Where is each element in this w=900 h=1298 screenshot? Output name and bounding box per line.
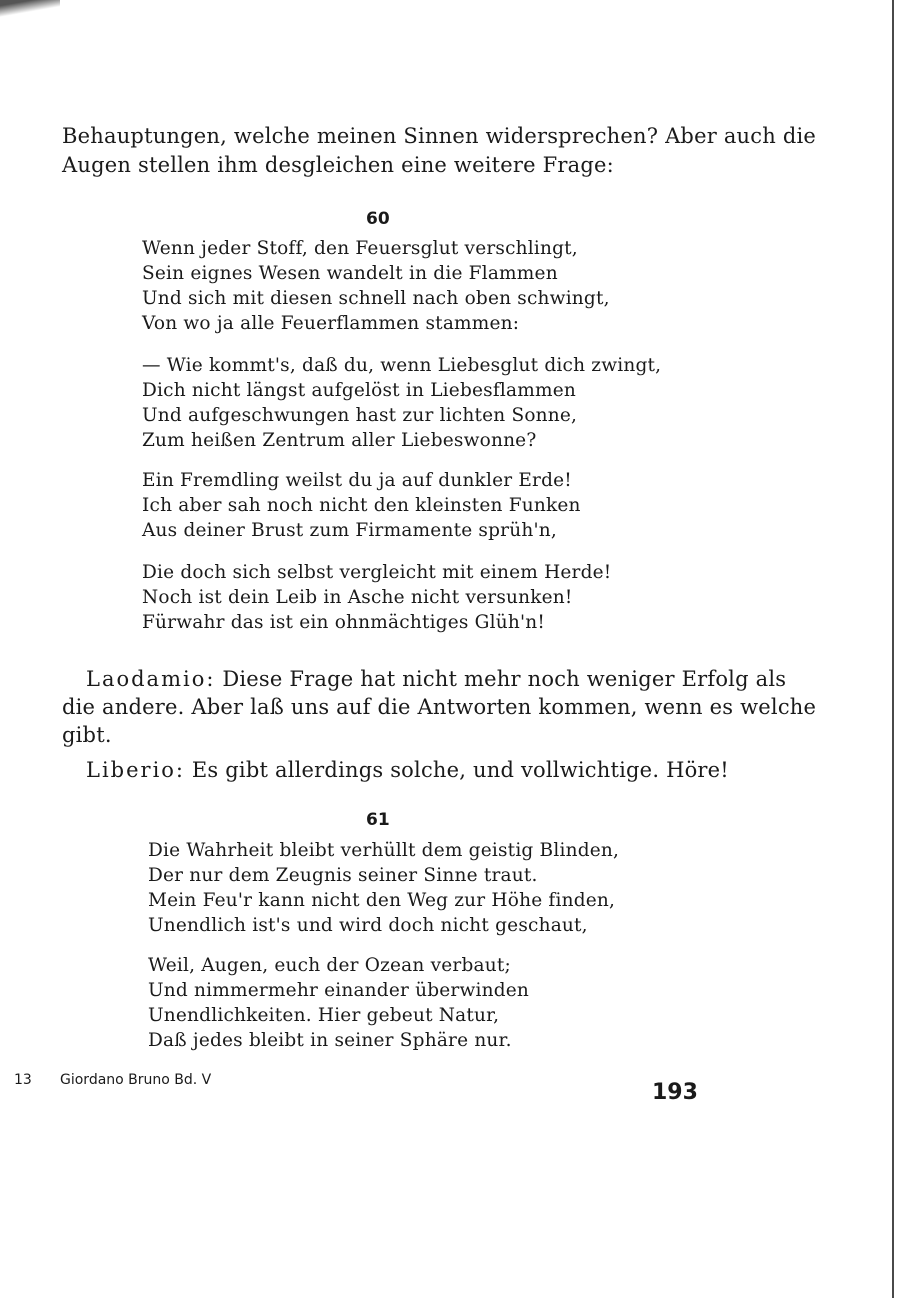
- verse-line: Noch ist dein Leib in Asche nicht versunken!: [142, 587, 573, 608]
- speech-text: Es gibt allerdings solche, und vollwichtige. Höre!: [191, 758, 729, 782]
- dialogue-line-1: [86, 667, 786, 691]
- verse-line: Und nimmermehr einander überwinden: [148, 980, 530, 1001]
- verse-line: Die doch sich selbst vergleicht mit einem Herde!: [142, 562, 612, 583]
- verse-line: Wenn jeder Stoff, den Feuersglut verschlingt,: [142, 238, 578, 259]
- verse-line: — Wie kommt's, daß du, wenn Liebesglut dich zwingt,: [142, 355, 662, 376]
- verse-line: Ich aber sah noch nicht den kleinsten Funken: [142, 495, 581, 516]
- verse-line: Weil, Augen, euch der Ozean verbaut;: [148, 955, 511, 976]
- signature-mark: 13: [14, 1072, 32, 1088]
- verse-line: Aus deiner Brust zum Firmamente sprüh'n,: [142, 520, 557, 541]
- stanza-number-61: 61: [366, 810, 390, 830]
- verse-line: Unendlichkeiten. Hier gebeut Natur,: [148, 1005, 500, 1026]
- verse-line: Dich nicht längst aufgelöst in Liebesflammen: [142, 380, 576, 401]
- page-edge-line: [892, 0, 894, 1298]
- speaker-name: Liberio:: [86, 758, 186, 782]
- running-footer: Giordano Bruno Bd. V: [60, 1072, 212, 1088]
- verse-line: Unendlich ist's und wird doch nicht geschaut,: [148, 915, 588, 936]
- verse-line: Fürwahr das ist ein ohnmächtiges Glüh'n!: [142, 612, 546, 633]
- scan-corner-mark: [0, 0, 60, 18]
- verse-line: Ein Fremdling weilst du ja auf dunkler Erde!: [142, 470, 572, 491]
- speech-text: Diese Frage hat nicht mehr noch weniger Erfolg als: [222, 667, 787, 691]
- verse-line: Der nur dem Zeugnis seiner Sinne traut.: [148, 865, 538, 886]
- intro-line-2: Augen stellen ihm desgleichen eine weitere Frage:: [62, 153, 614, 177]
- verse-line: Daß jedes bleibt in seiner Sphäre nur.: [148, 1030, 512, 1051]
- intro-line-1: Behauptungen, welche meinen Sinnen widersprechen? Aber auch die: [62, 124, 817, 148]
- stanza-number-60: 60: [366, 209, 390, 229]
- page-number: 193: [652, 1080, 698, 1105]
- dialogue-line-3: gibt.: [62, 723, 112, 747]
- verse-line: Zum heißen Zentrum aller Liebeswonne?: [142, 430, 537, 451]
- dialogue-line-2: die andere. Aber laß uns auf die Antworten kommen, wenn es welche: [62, 695, 817, 719]
- verse-line: Und aufgeschwungen hast zur lichten Sonne,: [142, 405, 578, 426]
- verse-line: Und sich mit diesen schnell nach oben schwingt,: [142, 288, 610, 309]
- verse-line: Mein Feu'r kann nicht den Weg zur Höhe finden,: [148, 890, 616, 911]
- verse-line: Die Wahrheit bleibt verhüllt dem geistig Blinden,: [148, 840, 620, 861]
- speaker-name: Laodamio:: [86, 667, 216, 691]
- verse-line: Von wo ja alle Feuerflammen stammen:: [142, 313, 520, 334]
- dialogue-line-4: [86, 758, 729, 782]
- verse-line: Sein eignes Wesen wandelt in die Flammen: [142, 263, 558, 284]
